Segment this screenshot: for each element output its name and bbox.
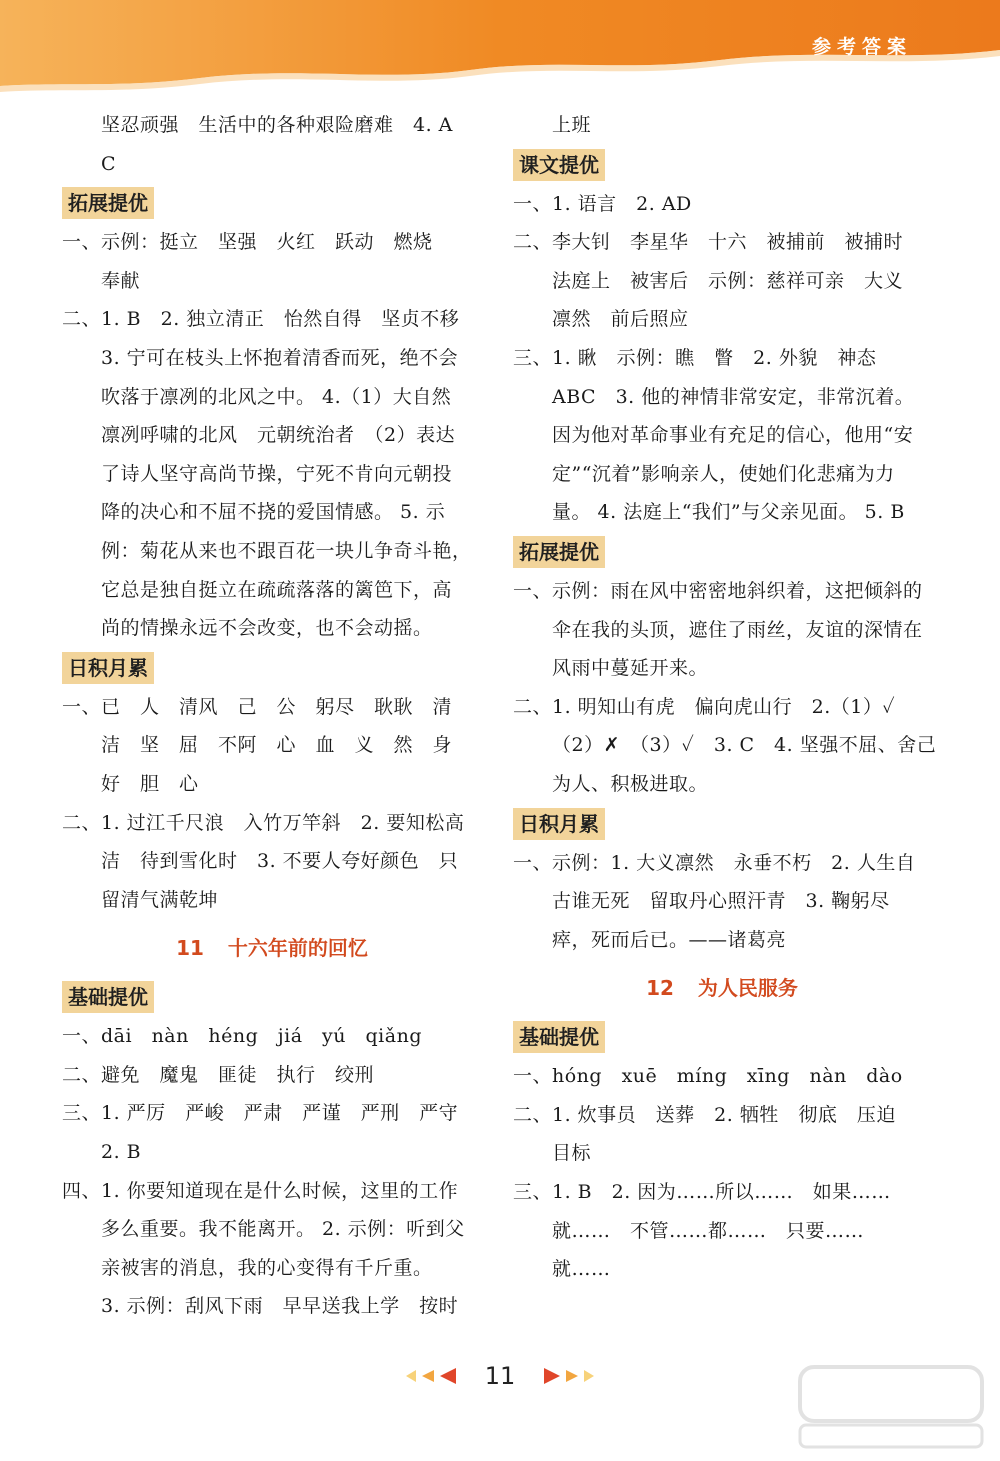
lesson-number: 11: [176, 936, 204, 961]
answer-line: 一、示例：1. 大义凛然 永垂不朽 2. 人生自: [513, 851, 916, 874]
answer-line: 量。 4. 法庭上“我们”与父亲见面。 5. B: [552, 501, 905, 524]
section-heading: 日积月累: [62, 652, 154, 684]
section-heading: 拓展提优: [62, 187, 154, 219]
answer-line: 好 胆 心: [101, 772, 199, 795]
answer-line: 为人、积极进取。: [552, 772, 709, 795]
answer-line: 一、已 人 清风 己 公 躬尽 耿耿 清: [62, 695, 453, 718]
answer-line: 留清气满乾坤: [101, 888, 219, 911]
next-arrows-icon: [534, 1366, 596, 1386]
answer-line: 古谁无死 留取丹心照汗青 3. 鞠躬尽: [552, 890, 890, 913]
answer-line: 瘁，死而后已。——诸葛亮: [552, 928, 787, 951]
answer-line: 二、李大钊 李星华 十六 被捕前 被捕时: [513, 231, 904, 254]
section-heading: 基础提优: [62, 981, 154, 1013]
answer-line: 一、示例：挺立 坚强 火红 跃动 燃烧: [62, 231, 433, 254]
answer-line: 二、1. 过江千尺浪 入竹万竿斜 2. 要知松高: [62, 811, 465, 834]
section-heading-row: [62, 183, 482, 223]
section-heading-row: [513, 804, 931, 844]
lesson-number: 12: [646, 976, 674, 1001]
answer-line: ABC 3. 他的神情非常安定，非常沉着。: [552, 385, 915, 408]
section-heading: 课文提优: [513, 149, 605, 181]
answer-line: 它总是独自挺立在疏疏落落的篱笆下，高: [101, 578, 453, 601]
answer-line: 3. 示例：刮风下雨 早早送我上学 按时: [101, 1295, 459, 1318]
answer-line: 定”“沉着”影响亲人，使她们化悲痛为力: [552, 462, 895, 485]
answer-line: 3. 宁可在枝头上怀抱着清香而死，绝不会: [101, 346, 459, 369]
answer-line: C: [101, 152, 117, 175]
answer-line: 一、hóng xuē míng xīng nàn dào: [513, 1065, 903, 1088]
answer-line: 凛然 前后照应: [552, 308, 689, 331]
answer-line: 二、1. 炊事员 送葬 2. 牺牲 彻底 压迫: [513, 1103, 896, 1126]
answer-line: 尚的情操永远不会改变，也不会动摇。: [101, 617, 433, 640]
section-heading: 日积月累: [513, 808, 605, 840]
answer-line: 坚忍顽强 生活中的各种艰险磨难 4. A: [101, 114, 453, 136]
answer-line: 奉献: [101, 269, 141, 292]
page-number: 11: [484, 1362, 516, 1390]
answer-line: 就…… 不管……都…… 只要……: [552, 1219, 865, 1242]
header-title: 参考答案: [811, 36, 912, 58]
answer-line: 四、1. 你要知道现在是什么时候，这里的工作: [62, 1179, 459, 1202]
answer-line: 了诗人坚守高尚节操，宁死不肯向元朝投: [101, 462, 453, 485]
section-heading-row: [513, 532, 931, 572]
answer-line: （2）✗ （3）✓ 3. C 4. 坚强不屈、舍己: [552, 734, 937, 757]
left-column: [62, 106, 482, 1326]
answer-line: 一、dāi nàn héng jiá yú qiǎng: [62, 1025, 422, 1048]
answer-line: 降的决心和不屈不挠的爱国情感。 5. 示: [101, 501, 446, 524]
answer-line: 2. B: [101, 1141, 142, 1164]
answer-line: 三、1. 瞅 示例：瞧 瞥 2. 外貌 神态: [513, 346, 877, 369]
answer-line: 洁 坚 屈 不阿 心 血 义 然 身: [101, 734, 453, 757]
answer-line: 多么重要。我不能离开。 2. 示例：听到父: [101, 1218, 465, 1241]
answer-line: 上班: [552, 114, 592, 136]
lesson-name: 为人民服务: [697, 976, 798, 1001]
answer-line: 就……: [552, 1258, 611, 1281]
answer-line: 二、避免 魔鬼 匪徒 执行 绞刑: [62, 1063, 375, 1086]
answer-line: 二、1. 明知山有虎 偏向虎山行 2.（1）✓: [513, 695, 896, 718]
answer-line: 一、1. 语言 2. AD: [513, 192, 692, 215]
section-heading-row: [513, 1017, 931, 1057]
answer-line: 法庭上 被害后 示例：慈祥可亲 大义: [552, 269, 904, 292]
section-heading-row: [513, 145, 931, 185]
answer-line: 伞在我的头顶，遮住了雨丝，友谊的深情在: [552, 618, 923, 641]
answer-line: 洁 待到雪化时 3. 不要人夸好颜色 只: [101, 850, 459, 873]
answer-line: 因为他对革命事业有充足的信心，他用“安: [552, 424, 914, 447]
lesson-title: [62, 919, 482, 977]
section-heading-row: [62, 648, 482, 688]
section-heading-row: [62, 977, 482, 1017]
lesson-title: [513, 959, 931, 1017]
answer-line: 例：菊花从来也不跟百花一块儿争奇斗艳，: [101, 539, 472, 562]
right-column: [513, 106, 937, 1289]
answer-line: 吹落于凛冽的北风之中。 4.（1）大自然: [101, 385, 452, 408]
answer-line: 三、1. B 2. 因为……所以…… 如果……: [513, 1181, 891, 1204]
answer-line: 目标: [552, 1142, 592, 1165]
answer-line: 二、1. B 2. 独立清正 怡然自得 坚贞不移: [62, 308, 460, 331]
answer-line: 三、1. 严厉 严峻 严肃 严谨 严刑 严守: [62, 1102, 459, 1125]
section-heading: 基础提优: [513, 1021, 605, 1053]
lesson-name: 十六年前的回忆: [227, 936, 368, 961]
section-heading: 拓展提优: [513, 536, 605, 568]
answer-line: 风雨中蔓延开来。: [552, 657, 709, 680]
answer-line: 亲被害的消息，我的心变得有千斤重。: [101, 1256, 433, 1279]
answer-line: 一、示例：雨在风中密密地斜织着，这把倾斜的: [513, 579, 923, 602]
answer-line: 凛冽呼啸的北风 元朝统治者 （2）表达: [101, 424, 456, 447]
prev-arrows-icon: [404, 1366, 466, 1386]
watermark-logo: [796, 1361, 986, 1451]
